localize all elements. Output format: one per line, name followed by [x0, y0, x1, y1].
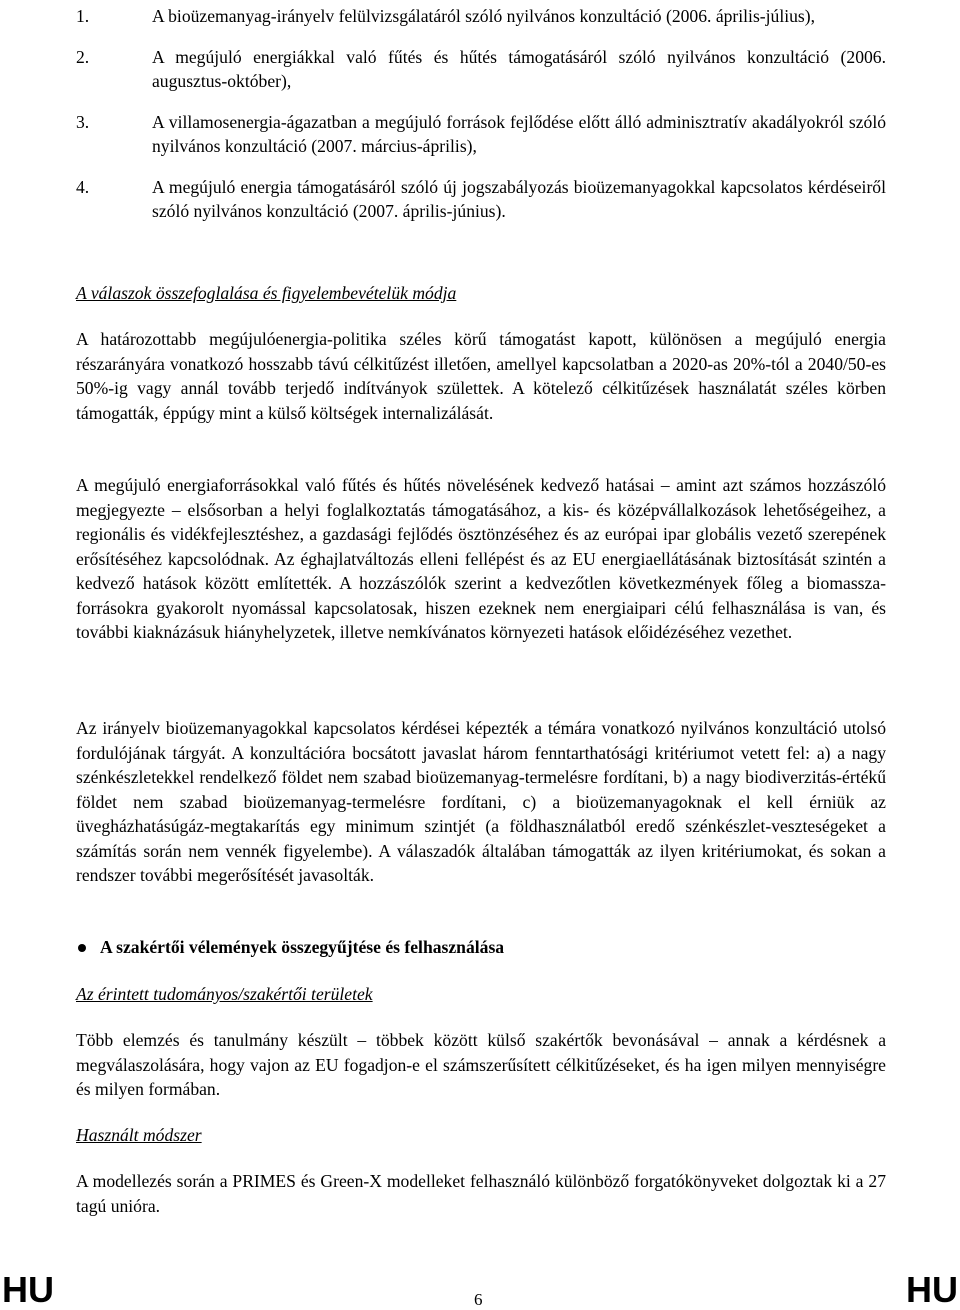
bullet-icon [78, 944, 86, 952]
list-item [76, 45, 886, 94]
list-item [76, 175, 886, 224]
list-item-number: 1. [76, 6, 90, 26]
paragraph: A határozottabb megújulóenergia-politika széles körű támogatást kapott, különösen a megújuló energia részarányára vonatkozó hosszabb távú célkitűzést illetően, amellyel kapcsolatban a 2020-as 20%-tól a 2040/50-es 50%-ig vagy annál tovább terjedő indítványok születtek. A kötelező célkitűzések használatát széles körben támogatták, éppúgy mint a külső költségek internalizálását. [76, 329, 886, 423]
consultation-list [76, 4, 886, 240]
page-number: 6 [474, 1290, 483, 1309]
list-item-number: 2. [76, 46, 90, 67]
method-paragraph [76, 1169, 886, 1218]
responses-heading-block [76, 281, 886, 306]
responses-paragraph-1 [76, 327, 886, 425]
list-item-number: 3. [76, 111, 90, 132]
method-heading-block [76, 1123, 886, 1148]
fields-heading: Az érintett tudományos/szakértői területek [76, 984, 373, 1004]
list-item-text: A megújuló energia támogatásáról szóló új jogszabályozás bioüzemanyagokkal kapcsolatos kérdéseiről szóló nyilvános konzultáció (2007. április-június). [152, 176, 886, 221]
expert-bullet-title: A szakértői vélemények összegyűjtése és felhasználása [100, 937, 505, 957]
responses-paragraph-3 [76, 716, 886, 888]
footer-language-left: HU [2, 1269, 54, 1310]
responses-heading: A válaszok összefoglalása és figyelembevételük módja [76, 283, 457, 303]
responses-paragraph-2 [76, 473, 886, 645]
list-item-text: A megújuló energiákkal való fűtés és hűtés támogatásáról szóló nyilvános konzultáció (2006. augusztus-október), [152, 46, 886, 91]
paragraph: A megújuló energiaforrásokkal való fűtés és hűtés növelésének kedvező hatásai – amint azt számos hozzászóló megjegyezte – elsősorban a helyi foglalkoztatás támogatásához, a kis- és középvállalkozások lehetőségeihez, a regionális és vidékfejlesztéshez, a gazdasági fejlődés ösztönzéséhez és az európai ipar globális vezető szerepének erősítéséhez kapcsolódnak. Az éghajlatváltozás elleni fellépést és az EU energiaellátásának biztosítását szintén a kedvező hatások között említették. A hozzászólók szerint a kedvezőtlen következmények főleg a biomassza-forrásokra gyakorolt nyomással kapcsolatosak, hiszen ezeknek nem energiaipari célú felhasználása is van, és további kiaknázásuk hiányhelyzetek, illetve nemkívánatos környezeti hatások előidézéséhez vezethet. [76, 475, 886, 642]
list-item-text: A bioüzemanyag-irányelv felülvizsgálatáról szóló nyilvános konzultáció (2006. április-július), [152, 6, 816, 26]
list-item [76, 110, 886, 159]
method-heading: Használt módszer [76, 1125, 202, 1145]
fields-paragraph [76, 1028, 886, 1102]
paragraph: Az irányelv bioüzemanyagokkal kapcsolatos kérdései képezték a témára vonatkozó nyilvános konzultáció utolsó fordulójának tárgyát. A konzultációra bocsátott javaslat három fenntarthatósági kritériumot vetett fel: a) a nagy szénkészletekkel rendelkező földet nem szabad bioüzemanyag-termelésre fordítani, b) a nagy biodiverzitás-értékű földet nem szabad bioüzemanyag-termelésre fordítani, c) a bioüzemanyagoknak el kell érniük az üvegházhatásúgáz-megtakarítás egy minimum szintjét (a földhasználatból eredő szénkészlet-veszteségeket a számítás során nem vennék figyelembe). A válaszadók általában támogatták az ilyen kritériumokat, és sokan a rendszer további megerősítését javasolták. [76, 718, 886, 885]
footer-language-right: HU [906, 1269, 958, 1310]
fields-heading-block [76, 982, 886, 1007]
list-item-number: 4. [76, 176, 90, 197]
paragraph: A modellezés során a PRIMES és Green-X modelleket felhasználó különböző forgatókönyveket dolgoztak ki a 27 tagú unióra. [76, 1171, 886, 1216]
list-item [76, 4, 886, 29]
list-item-text: A villamosenergia-ágazatban a megújuló források fejlődése előtt álló adminisztratív akadályokról szóló nyilvános konzultáció (2007. március-április), [152, 111, 886, 156]
paragraph: Több elemzés és tanulmány készült – többek között külső szakértők bevonásával – annak a kérdésnek a megválaszolására, hogy vajon az EU fogadjon-e el számszerűsített célkitűzéseket, és ha igen milyen mennyiségre és milyen formában. [76, 1030, 886, 1099]
